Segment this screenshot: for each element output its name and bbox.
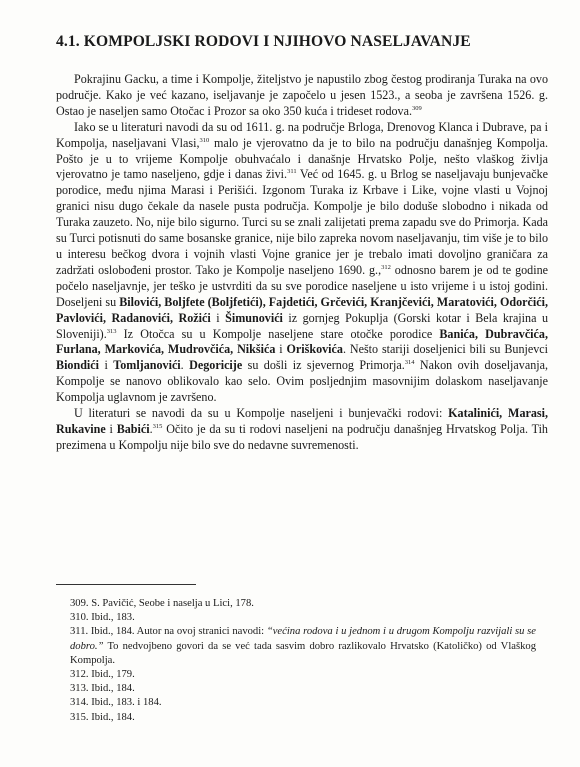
family-names-otocac: Banića, Dubravčića, Furlana, Markovića, Mudrovčića, Nikšića <box>56 326 548 357</box>
family-name: Degoricije <box>189 358 243 373</box>
footnote-ref-313[interactable]: 313 <box>106 327 117 335</box>
footnote-315 <box>56 711 536 725</box>
text-run: Iako se u literaturi navodi da su od 1611. g. na područje Brloga, Drenovog Klanca i Dubrave, pa i Kompolja, naseljavani Vlasi, <box>56 119 548 150</box>
text-run: i <box>99 358 114 373</box>
text-run: . <box>149 421 153 436</box>
footnote-ref-309[interactable]: 309 <box>412 104 422 112</box>
text-run: su došli iz sjevernog Primorja. <box>242 358 405 373</box>
footnote-text: Ibid., 179. <box>91 669 135 681</box>
footnote-number: 313. <box>70 683 89 695</box>
footnote-309 <box>56 597 536 611</box>
family-name: Tomljanovići <box>113 358 181 373</box>
footnote-number: 312. <box>70 669 89 681</box>
text-run: U literaturi se navodi da su u Kompolje naseljeni i bunjevački rodovi: <box>74 406 449 421</box>
family-names-bunjevci: Katalinići, Marasi, Rukavine <box>56 406 548 436</box>
chapter-heading: 4.1. KOMPOLJSKI RODOVI I NJIHOVO NASELJAVANJE <box>56 33 471 50</box>
body-text <box>56 72 548 454</box>
text-run: . Nešto stariji doseljenici bili su Bunjevci <box>342 342 548 357</box>
text-run: i <box>105 421 117 436</box>
text-run: . <box>180 358 190 373</box>
footnote-divider <box>56 584 196 585</box>
footnote-number: 314. <box>70 697 89 709</box>
footnote-ref-315[interactable]: 315 <box>152 422 163 430</box>
footnote-text: Ibid., 184. Autor na ovoj stranici navodi: <box>90 626 267 638</box>
paragraph-3 <box>56 406 548 454</box>
footnote-text: Ibid., 183. <box>91 612 135 624</box>
footnote-number: 309. <box>70 598 89 609</box>
text-run: Nakon ovih doseljavanja, Kompolje se nanovo oblikovalo kao selo. Ovim posljednjim masovnijim dolaskom naseljavanje Kompolja uglavnom je završeno. <box>56 358 548 405</box>
footnote-text: S. Pavičić, Seobe i naselja u Lici, 178. <box>91 598 254 609</box>
family-name: Babići <box>116 421 150 436</box>
family-name: Biondići <box>56 358 100 373</box>
text-run: iz gornjeg Pokuplja (Gorski kotar i Bela krajina u Sloveniji). <box>56 310 548 341</box>
footnote-ref-310[interactable]: 310 <box>199 136 210 144</box>
footnote-ref-314[interactable]: 314 <box>404 359 415 367</box>
text-run: Pokrajinu Gacku, a time i Kompolje, žiteljstvo je napustilo zbog čestog prodiranja Turaka na ovo područje. Kako je već kazano, iseljavanje je započelo u jesen 1523., a seoba je završena 1526. g. Ostao je naseljen samo Otočac i Prozor sa oko 350 kuća i trideset rodova. <box>56 72 548 118</box>
footnote-310 <box>56 611 536 625</box>
text-run: malo je vjerovatno da je to bilo na području današnjeg Kompolja. Pošto je u to vrijeme Kompolje obuhvaćalo i današnje Hrvatsko Polje, nešto vlaškog življa vjerovatno je tamo naseljeno, gdje i danas živi. <box>56 135 549 182</box>
footnote-number: 315. <box>70 711 89 723</box>
text-run: odnosno barem je od te godine počelo naseljavnje, jer teško je ustvrditi da su sve porodice naseljene u isto vrijeme i u istoj godini. Doseljeni su <box>56 262 548 309</box>
family-name: Šimunovići <box>225 310 283 325</box>
footnote-314 <box>56 696 536 710</box>
text-run: Već od 1645. g. u Brlog se naseljavaju bunjevačke porodice, među njima Marasi i Perišići. Izgonom Turaka iz Krbave i Like, vojne vlasti u Vojnoj granici nisu dugo čekale da nasele pusta područja. Kompolje je bilo doduše slobodno i nikada od Turaka zauzeto. No, nije bilo sigurno. Turci su se znali zalijetati prema zapadu sve do Primorja. Kada su Turci potisnuti do same bosanske granice, nije bilo zapreka novom naseljavanju, tim više je to bilo u interesu bečkog dvora i vojnih vlasti Vojne granice jer je trebalo imati dovoljno graničara za zadržati oslobođeni prostor. Tako je Kompolje naseljeno 1690. g., <box>56 167 548 277</box>
text-run: Očito je da su ti rodovi naseljeni na području današnjeg Hrvatskog Polja. Tih prezimena u Kompolju nije bilo sve do nedavne suvremenosti. <box>56 421 548 452</box>
family-names-pokuplje: Bilovići, Boljfete (Boljfetići), Fajdetići, Grčevići, Kranjčevići, Maratovići, Odorčići, Pavlovići, Radanovići, Rožići <box>56 294 548 325</box>
text-run: i <box>210 310 226 325</box>
footnote-quote: “većina rodova i u jednom i u drugom Kompolju razvijali su se dobro.” <box>70 626 536 652</box>
footnote-ref-312[interactable]: 312 <box>381 263 391 271</box>
footnote-number: 311. <box>70 626 89 638</box>
footnotes <box>56 597 536 725</box>
text-run: i <box>275 342 287 357</box>
footnote-text: Ibid., 184. <box>91 683 135 695</box>
paragraph-2 <box>56 120 548 406</box>
footnote-311 <box>56 625 536 668</box>
footnote-313 <box>56 682 536 696</box>
family-name: Oriškovića <box>286 342 343 357</box>
footnote-text: Ibid., 183. i 184. <box>91 697 162 709</box>
footnote-text: To nedvojbeno govori da se već tada sasvim dobro razlikovalo Hrvatsko (Katoličko) od Vlaškog Kompolja. <box>70 640 536 666</box>
paragraph-1 <box>56 72 548 120</box>
footnote-312 <box>56 668 536 682</box>
footnote-ref-311[interactable]: 311 <box>287 168 297 176</box>
footnote-text: Ibid., 184. <box>91 711 135 723</box>
text-run: Iz Otočca su u Kompolje naseljene stare otočke porodice <box>116 326 440 341</box>
footnote-number: 310. <box>70 612 89 624</box>
